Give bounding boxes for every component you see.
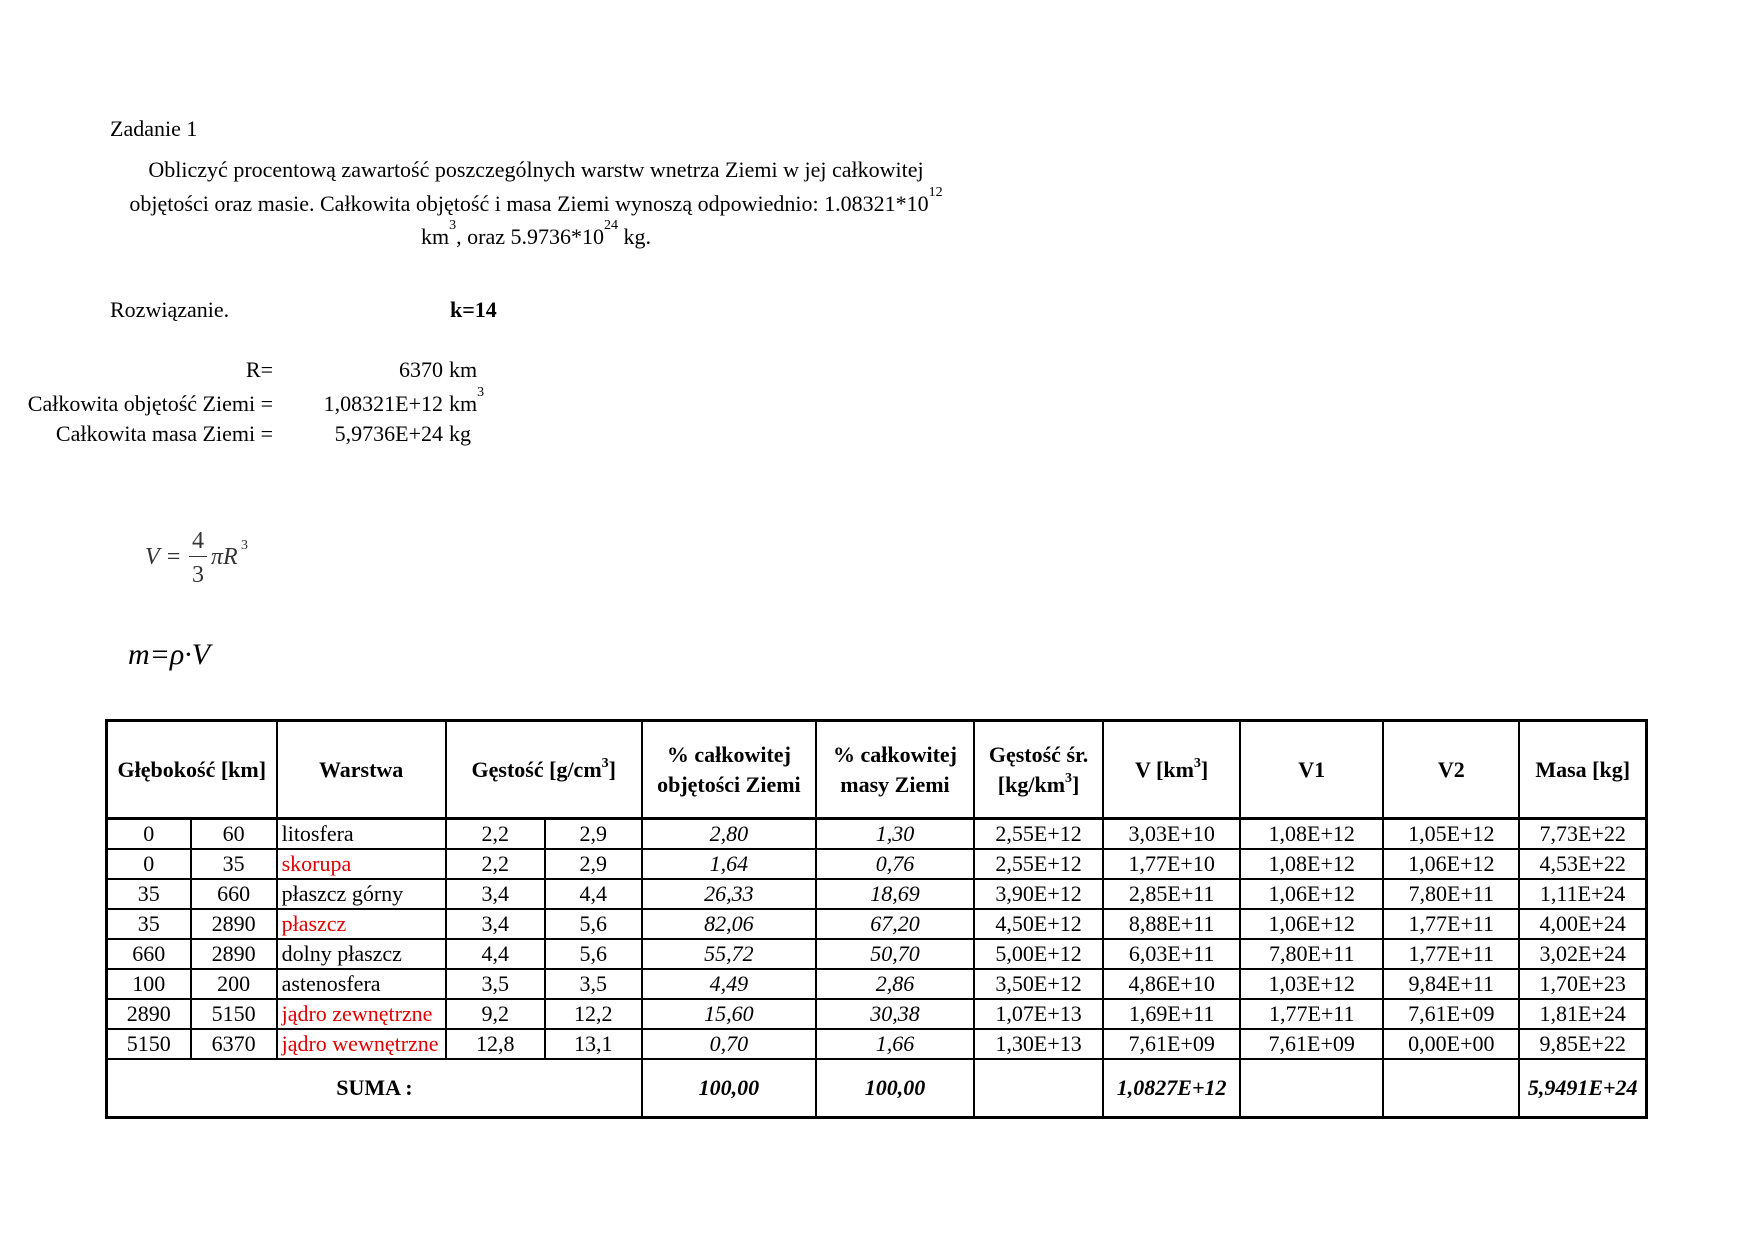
- task-line-3-unit: km: [421, 224, 450, 249]
- layers-table: [105, 719, 1648, 1119]
- header-v2: V2: [1383, 721, 1519, 819]
- formula-volume-numerator: 4: [192, 528, 204, 554]
- cell-volume: 1,69E+11: [1103, 999, 1240, 1029]
- cell-mass-pct: 50,70: [816, 939, 974, 969]
- cell-volume: 7,61E+09: [1103, 1029, 1240, 1059]
- cell-layer-name: skorupa: [277, 849, 446, 879]
- header-volume-end: ]: [1200, 756, 1209, 782]
- cell-density-min: 3,5: [446, 969, 545, 999]
- cell-density-max: 13,1: [545, 1029, 642, 1059]
- task-line-2-text: objętości oraz masie. Całkowita objętość i masa Ziemi wynoszą odpowiednio: 1.08321*10: [129, 191, 929, 216]
- param-volume-label-text: Całkowita objętość Ziemi =: [27, 391, 273, 416]
- cell-layer-name: jądro wewnętrzne: [277, 1029, 446, 1059]
- param-radius-label-text: R=: [245, 357, 273, 382]
- cell-volume: 8,88E+11: [1103, 909, 1240, 939]
- cell-volume: 1,77E+10: [1103, 849, 1240, 879]
- param-volume-unit-exponent: 3: [477, 385, 485, 400]
- param-radius-unit: km: [449, 357, 478, 382]
- cell-depth-to: 2890: [191, 939, 277, 969]
- task-line-2: [96, 185, 976, 217]
- k-value: k=14: [450, 297, 497, 322]
- cell-density-min: 3,4: [446, 909, 545, 939]
- cell-v1: 1,77E+11: [1240, 999, 1383, 1029]
- header-v1: V1: [1240, 721, 1383, 819]
- header-volume-pct-line2: objętości Ziemi: [657, 771, 801, 797]
- param-mass-value: 5,9736E+24: [334, 421, 443, 446]
- cell-volume: 3,03E+10: [1103, 819, 1240, 850]
- sum-volume-pct: 100,00: [642, 1059, 816, 1118]
- param-volume-unit-text: km: [449, 391, 478, 416]
- cell-depth-to: 660: [191, 879, 277, 909]
- cell-avg-density: 3,50E+12: [974, 969, 1103, 999]
- task-line-3-mass-unit: kg.: [617, 224, 651, 249]
- cell-mass-pct: 1,30: [816, 819, 974, 850]
- param-volume-label: [27, 391, 273, 417]
- cell-v2: 7,80E+11: [1383, 879, 1519, 909]
- header-avg-density-line2: [979, 770, 1098, 800]
- sum-label: SUMA :: [107, 1059, 642, 1118]
- cell-mass-pct: 30,38: [816, 999, 974, 1029]
- cell-volume-pct: 0,70: [642, 1029, 816, 1059]
- table-row: [107, 969, 1647, 999]
- table-header-row: [107, 721, 1647, 819]
- cell-v1: 1,03E+12: [1240, 969, 1383, 999]
- header-avg-density: [974, 721, 1103, 819]
- cell-volume-pct: 82,06: [642, 909, 816, 939]
- cell-v1: 1,08E+12: [1240, 819, 1383, 850]
- cell-v2: 1,77E+11: [1383, 909, 1519, 939]
- formula-volume-rhs: πR: [211, 544, 238, 570]
- cell-mass-pct: 2,86: [816, 969, 974, 999]
- task-line-3-mass: , oraz 5.9736*10: [456, 224, 604, 249]
- task-title: Zadanie 1: [110, 116, 198, 141]
- header-mass-pct-line1: % całkowitej: [832, 741, 957, 767]
- cell-mass-pct: 18,69: [816, 879, 974, 909]
- cell-avg-density: 1,30E+13: [974, 1029, 1103, 1059]
- cell-depth-from: 0: [107, 819, 191, 850]
- cell-depth-to: 35: [191, 849, 277, 879]
- task-line-3-unit-exponent: 3: [449, 218, 457, 233]
- header-mass-pct: [816, 721, 974, 819]
- header-avg-density-exponent: 3: [1065, 770, 1073, 786]
- param-mass-label: [55, 421, 273, 447]
- cell-density-max: 2,9: [545, 849, 642, 879]
- formula-volume-lhs: V =: [145, 544, 182, 570]
- table-sum-row: [107, 1059, 1647, 1118]
- cell-layer-name: litosfera: [277, 819, 446, 850]
- header-avg-density-line1: Gęstość śr.: [988, 741, 1089, 767]
- sum-avg-density: [974, 1059, 1103, 1118]
- cell-mass: 4,00E+24: [1519, 909, 1646, 939]
- cell-depth-to: 200: [191, 969, 277, 999]
- cell-layer-name: jądro zewnętrzne: [277, 999, 446, 1029]
- cell-avg-density: 3,90E+12: [974, 879, 1103, 909]
- param-volume-value: 1,08321E+12: [323, 391, 443, 416]
- cell-v2: 0,00E+00: [1383, 1029, 1519, 1059]
- param-mass-label-text: Całkowita masa Ziemi =: [55, 421, 273, 446]
- table-body: [107, 819, 1647, 1060]
- cell-volume-pct: 26,33: [642, 879, 816, 909]
- cell-depth-from: 35: [107, 909, 191, 939]
- sum-mass-pct: 100,00: [816, 1059, 974, 1118]
- header-density-end: ]: [608, 756, 616, 782]
- cell-density-max: 12,2: [545, 999, 642, 1029]
- cell-density-max: 3,5: [545, 969, 642, 999]
- cell-volume: 2,85E+11: [1103, 879, 1240, 909]
- cell-layer-name: dolny płaszcz: [277, 939, 446, 969]
- sum-v2: [1383, 1059, 1519, 1118]
- cell-depth-to: 6370: [191, 1029, 277, 1059]
- header-density-exponent: 3: [601, 755, 609, 771]
- cell-density-max: 2,9: [545, 819, 642, 850]
- table-row: [107, 879, 1647, 909]
- header-mass: Masa [kg]: [1519, 721, 1646, 819]
- formula-volume-fraction-bar: [189, 556, 207, 557]
- cell-depth-from: 35: [107, 879, 191, 909]
- param-mass-unit: kg: [449, 421, 471, 446]
- cell-mass-pct: 67,20: [816, 909, 974, 939]
- header-avg-density-end: ]: [1072, 771, 1080, 797]
- cell-density-min: 2,2: [446, 819, 545, 850]
- cell-depth-from: 2890: [107, 999, 191, 1029]
- cell-v1: 1,06E+12: [1240, 909, 1383, 939]
- cell-v2: 1,05E+12: [1383, 819, 1519, 850]
- header-depth: Głębokość [km]: [107, 721, 277, 819]
- header-density-text: Gęstość [g/cm: [471, 756, 602, 782]
- cell-volume-pct: 4,49: [642, 969, 816, 999]
- formula-mass: m=ρ·V: [128, 638, 211, 671]
- cell-v2: 7,61E+09: [1383, 999, 1519, 1029]
- cell-density-max: 4,4: [545, 879, 642, 909]
- cell-avg-density: 5,00E+12: [974, 939, 1103, 969]
- header-volume-pct-line1: % całkowitej: [666, 741, 791, 767]
- cell-avg-density: 2,55E+12: [974, 819, 1103, 850]
- cell-layer-name: płaszcz górny: [277, 879, 446, 909]
- cell-layer-name: astenosfera: [277, 969, 446, 999]
- cell-depth-to: 5150: [191, 999, 277, 1029]
- table-row: [107, 1029, 1647, 1059]
- task-line-1: Obliczyć procentową zawartość poszczególnych warstw wnetrza Ziemi w jej całkowitej: [148, 157, 924, 182]
- cell-volume-pct: 1,64: [642, 849, 816, 879]
- table-row: [107, 939, 1647, 969]
- table-row: [107, 849, 1647, 879]
- param-radius-value: 6370: [399, 357, 443, 382]
- param-volume-unit: [449, 385, 485, 417]
- cell-v2: 1,06E+12: [1383, 849, 1519, 879]
- header-volume: [1103, 721, 1240, 819]
- cell-avg-density: 1,07E+13: [974, 999, 1103, 1029]
- cell-density-min: 3,4: [446, 879, 545, 909]
- cell-mass: 1,11E+24: [1519, 879, 1646, 909]
- cell-mass: 1,70E+23: [1519, 969, 1646, 999]
- cell-mass-pct: 1,66: [816, 1029, 974, 1059]
- cell-v1: 7,80E+11: [1240, 939, 1383, 969]
- table-row: [107, 819, 1647, 850]
- task-line-3: [96, 218, 976, 250]
- cell-avg-density: 2,55E+12: [974, 849, 1103, 879]
- sum-v1: [1240, 1059, 1383, 1118]
- formula-volume-denominator: 3: [192, 562, 204, 588]
- cell-v2: 9,84E+11: [1383, 969, 1519, 999]
- table-row: [107, 999, 1647, 1029]
- formula-volume-exponent: 3: [241, 538, 248, 553]
- cell-depth-from: 660: [107, 939, 191, 969]
- cell-mass-pct: 0,76: [816, 849, 974, 879]
- cell-density-max: 5,6: [545, 909, 642, 939]
- cell-v1: 7,61E+09: [1240, 1029, 1383, 1059]
- sum-mass: 5,9491E+24: [1519, 1059, 1646, 1118]
- header-mass-pct-line2: masy Ziemi: [840, 771, 950, 797]
- cell-avg-density: 4,50E+12: [974, 909, 1103, 939]
- header-density: [446, 721, 642, 819]
- sum-volume: 1,0827E+12: [1103, 1059, 1240, 1118]
- cell-density-min: 12,8: [446, 1029, 545, 1059]
- cell-density-min: 2,2: [446, 849, 545, 879]
- cell-density-max: 5,6: [545, 939, 642, 969]
- param-radius-label: [100, 357, 273, 383]
- cell-density-min: 9,2: [446, 999, 545, 1029]
- task-line-3-mass-exponent: 24: [603, 218, 618, 233]
- cell-layer-name: płaszcz: [277, 909, 446, 939]
- cell-volume-pct: 55,72: [642, 939, 816, 969]
- cell-v1: 1,08E+12: [1240, 849, 1383, 879]
- cell-volume-pct: 2,80: [642, 819, 816, 850]
- cell-depth-to: 60: [191, 819, 277, 850]
- cell-density-min: 4,4: [446, 939, 545, 969]
- cell-v2: 1,77E+11: [1383, 939, 1519, 969]
- table-row: [107, 909, 1647, 939]
- cell-depth-from: 100: [107, 969, 191, 999]
- solution-label: Rozwiązanie.: [110, 297, 230, 322]
- cell-depth-from: 0: [107, 849, 191, 879]
- task-line-2-exponent: 12: [928, 185, 943, 200]
- header-volume-pct: [642, 721, 816, 819]
- cell-volume: 4,86E+10: [1103, 969, 1240, 999]
- cell-mass: 3,02E+24: [1519, 939, 1646, 969]
- cell-depth-to: 2890: [191, 909, 277, 939]
- cell-v1: 1,06E+12: [1240, 879, 1383, 909]
- header-layer: Warstwa: [277, 721, 446, 819]
- cell-depth-from: 5150: [107, 1029, 191, 1059]
- header-avg-density-unit: [kg/km: [997, 771, 1066, 797]
- cell-volume: 6,03E+11: [1103, 939, 1240, 969]
- cell-mass: 7,73E+22: [1519, 819, 1646, 850]
- header-volume-exponent: 3: [1193, 755, 1201, 771]
- cell-mass: 9,85E+22: [1519, 1029, 1646, 1059]
- cell-mass: 1,81E+24: [1519, 999, 1646, 1029]
- cell-mass: 4,53E+22: [1519, 849, 1646, 879]
- cell-volume-pct: 15,60: [642, 999, 816, 1029]
- header-volume-text: V [km: [1135, 756, 1194, 782]
